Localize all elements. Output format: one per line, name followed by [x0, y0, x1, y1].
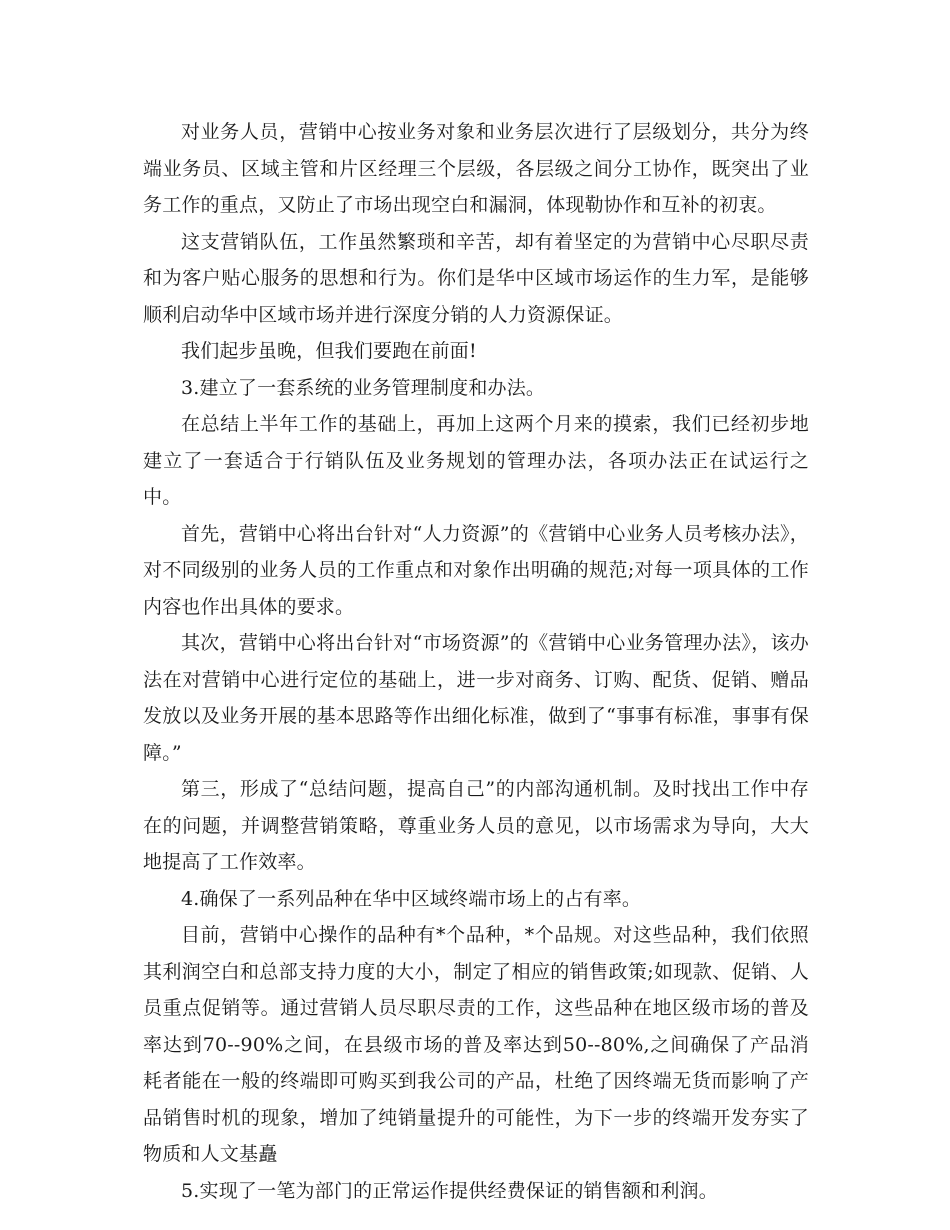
paragraph-product-coverage: 目前，营销中心操作的品种有*个品种，*个品规。对这些品种，我们依照其利润空白和总部支持力度的大小，制定了相应的销售政策;如现款、促销、人员重点促销等。通过营销人员尽职尽责的工作，这些品种在地区级市场的普及率达到70--90%之间，在县级市场的普及率达到50--80%,之间确保了产品消耗者能在一般的终端即可购买到我公司的产品，杜绝了因终端无货而影响了产品销售时机的现象，增加了纯销量提升的可能性，为下一步的终端开发夯实了物质和人文基矗 [143, 924, 809, 1165]
paragraph-third-communication: 第三，形成了“总结问题，提高自己”的内部沟通机制。及时找出工作中存在的问题，并调整营销策略，尊重业务人员的意见，以市场需求为导向，大大地提高了工作效率。 [143, 778, 809, 873]
heading-4-market-share: 4.确保了一系列品种在华中区域终端市场上的占有率。 [181, 887, 642, 910]
paragraph-management-methods: 在总结上半年工作的基础上，再加上这两个月来的摸索，我们已经初步地建立了一套适合于行销队伍及业务规划的管理办法，各项办法正在试运行之中。 [143, 413, 809, 508]
paragraph-team-structure: 对业务人员，营销中心按业务对象和业务层次进行了层级划分，共分为终端业务员、区域主管和片区经理三个层级，各层级之间分工协作，既突出了业务工作的重点，又防止了市场出现空白和漏洞，体现勒协作和互补的初衷。 [143, 121, 809, 216]
heading-5-sales-profit: 5.实现了一笔为部门的正常运作提供经费保证的销售额和利润。 [181, 1179, 718, 1202]
paragraph-first-hr-assessment: 首先，营销中心将出台针对“人力资源”的《营销中心业务人员考核办法》，对不同级别的业务人员的工作重点和对象作出明确的规范;对每一项具体的工作内容也作出具体的要求。 [143, 522, 809, 618]
document-page [143, 114, 809, 1209]
heading-3-management-system: 3.建立了一套系统的业务管理制度和办法。 [181, 376, 546, 399]
paragraph-sales-team: 这支营销队伍，工作虽然繁琐和辛苦，却有着坚定的为营销中心尽职尽责和为客户贴心服务的思想和行为。你们是华中区域市场运作的生力军，是能够顺利启动华中区域市场并进行深度分销的人力资源保证。 [143, 230, 809, 326]
paragraph-second-business-management: 其次，营销中心将出台针对“市场资源”的《营销中心业务管理办法》，该办法在对营销中心进行定位的基础上，进一步对商务、订购、配货、促销、赠品发放以及业务开展的基本思路等作出细化标准，做到了“事事有标准，事事有保障。” [143, 632, 809, 764]
paragraph-slogan: 我们起步虽晚，但我们要跑在前面! [181, 340, 477, 362]
